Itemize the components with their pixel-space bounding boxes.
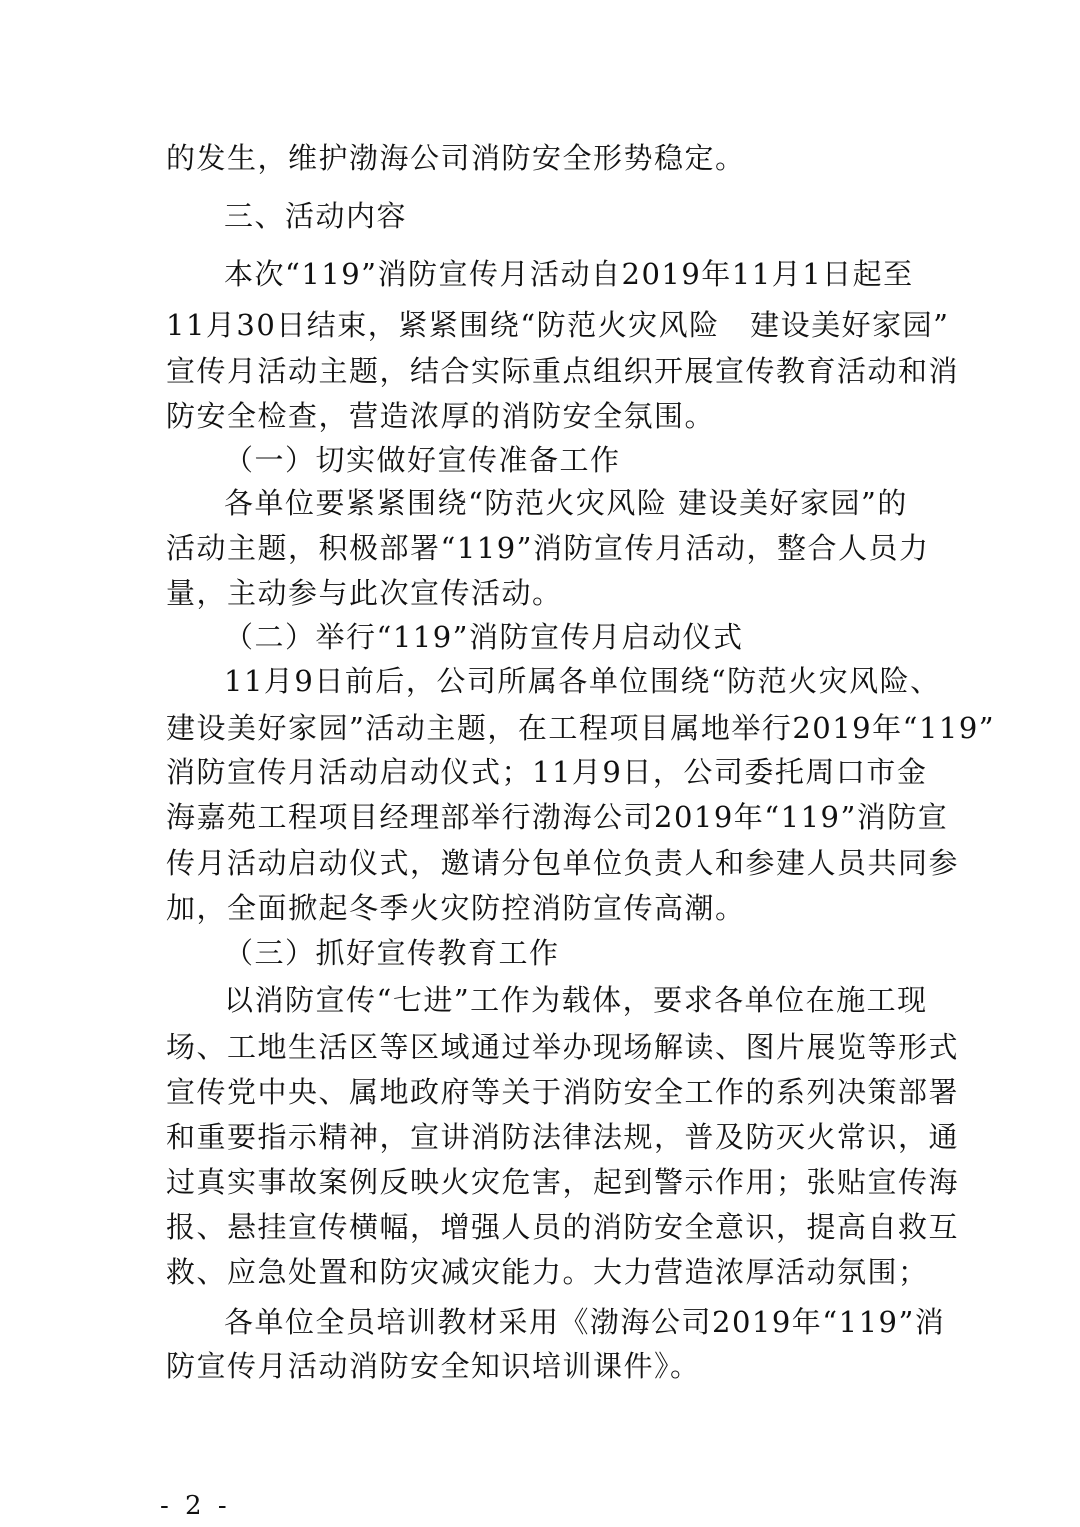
paragraph-line: 防安全检查，营造浓厚的消防安全氛围。 [166,399,716,433]
paragraph-line: 活动主题，积极部署“119”消防宣传月活动，整合人员力 [166,531,930,565]
paragraph-line: 和重要指示精神，宣讲消防法律法规，普及防灭火常识，通 [166,1120,960,1154]
paragraph-line: 建设美好家园”活动主题，在工程项目属地举行2019年“119” [166,711,996,745]
paragraph-line: 本次“119”消防宣传月活动自2019年11月1日起至 [224,257,914,291]
paragraph-line: 11月30日结束，紧紧围绕“防范火灾风险 建设美好家园” [166,308,950,342]
subsection-heading: （二）举行“119”消防宣传月启动仪式 [224,620,744,654]
paragraph-line: 场、工地生活区等区域通过举办现场解读、图片展览等形式 [166,1030,960,1064]
paragraph-line: 防宣传月活动消防安全知识培训课件》。 [166,1349,701,1383]
paragraph-line: 海嘉苑工程项目经理部举行渤海公司2019年“119”消防宣 [166,800,949,834]
paragraph-line: 宣传月活动主题，结合实际重点组织开展宣传教育活动和消 [166,354,960,388]
paragraph-line: 的发生，维护渤海公司消防安全形势稳定。 [166,141,746,175]
section-heading: 三、活动内容 [224,199,408,233]
paragraph-line: 消防宣传月活动启动仪式；11月9日，公司委托周口市金 [166,755,928,789]
subsection-heading: （一）切实做好宣传准备工作 [224,443,621,477]
paragraph-line: 加，全面掀起冬季火灾防控消防宣传高潮。 [166,891,746,925]
paragraph-line: 以消防宣传“七进”工作为载体，要求各单位在施工现 [224,983,928,1017]
paragraph-line: 量，主动参与此次宣传活动。 [166,576,563,610]
paragraph-line: 过真实事故案例反映火灾危害，起到警示作用；张贴宣传海 [166,1165,960,1199]
paragraph-line: 各单位全员培训教材采用《渤海公司2019年“119”消 [224,1305,946,1339]
paragraph-line: 各单位要紧紧围绕“防范火灾风险 建设美好家园”的 [224,486,908,520]
subsection-heading: （三）抓好宣传教育工作 [224,936,560,970]
paragraph-line: 11月9日前后，公司所属各单位围绕“防范火灾风险、 [224,664,941,698]
paragraph-line: 宣传党中央、属地政府等关于消防安全工作的系列决策部署 [166,1075,960,1109]
paragraph-line: 报、悬挂宣传横幅，增强人员的消防安全意识，提高自救互 [166,1210,960,1244]
paragraph-line: 救、应急处置和防灾减灾能力。大力营造浓厚活动氛围； [166,1255,929,1289]
page-number: - 2 - [160,1491,231,1521]
paragraph-line: 传月活动启动仪式，邀请分包单位负责人和参建人员共同参 [166,846,960,880]
